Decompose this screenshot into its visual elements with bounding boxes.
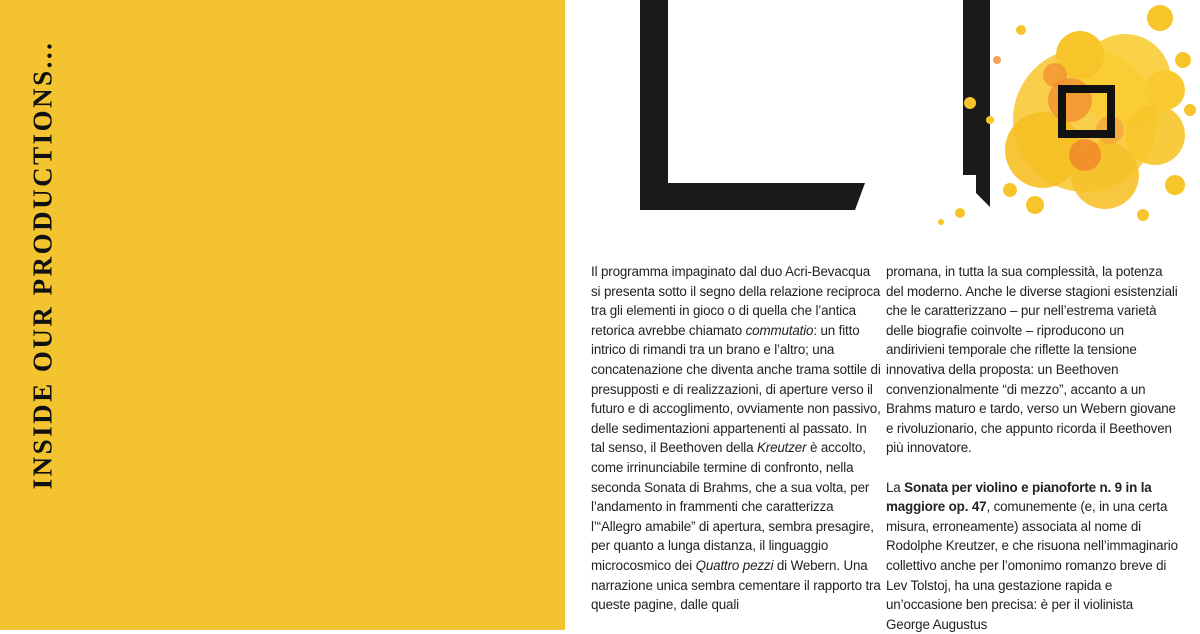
large-black-letter-glyph <box>640 0 990 210</box>
article-column-right <box>886 262 1178 634</box>
yellow-sidebar <box>0 0 565 630</box>
paragraph: Il programma impaginato dal duo Acri-Bevacqua si presenta sotto il segno della relazione reciproca tra gli elementi in gioco o di quella che l’antica retorica avrebbe chiamato commutatio: un fitto intrico di rimandi tra un brano e l’altro; una concatenazione che diventa anche trama sottile di presupposti e di realizzazioni, di aperture verso il futuro e di accoglimento, ovviamente non passivo, delle sedimentazioni appartenenti al passato. In tal senso, il Beethoven della Kreutzer è accolto, come irrinunciabile termine di confronto, nella seconda Sonata di Brahms, che a sua volta, per l’andamento in frammenti che caratterizza l’“Allegro amabile” di apertura, sembra presagire, per quanto a lunga distanza, il linguaggio microcosmico dei Quattro pezzi di Webern. Una narrazione unica sembra cementare il rapporto tra queste pagine, dalle quali <box>591 264 881 613</box>
paragraph: promana, in tutta la sua complessità, la potenza del moderno. Anche le diverse stagioni esistenziali che le caratterizzano – pur nell’estrema varietà delle biografie coinvolte – riproducono un andirivieni temporale che riflette la tensione innovativa della proposta: un Beethoven convenzionalmente “di mezzo”, accanto a un Brahms maturo e tardo, verso un Webern giovane e rivoluzionario, che appunto ricorda il Beethoven più innovatore. <box>886 264 1178 456</box>
paragraph: La Sonata per violino e pianoforte n. 9 in la maggiore op. 47, comunemente (e, in una certa misura, erroneamente) associata al nome di Rodolphe Kreutzer, e che risuona nell’immaginario collettivo anche per l’omonimo romanzo breve di Lev Tolstoj, ha una gestazione rapida e un’occasione ben precisa: è per il violinista George Augustus <box>886 479 1178 632</box>
article-column-left <box>591 262 881 615</box>
header-decoration <box>565 0 1200 260</box>
section-title: INSIDE OUR PRODUCTIONS... <box>27 40 58 490</box>
